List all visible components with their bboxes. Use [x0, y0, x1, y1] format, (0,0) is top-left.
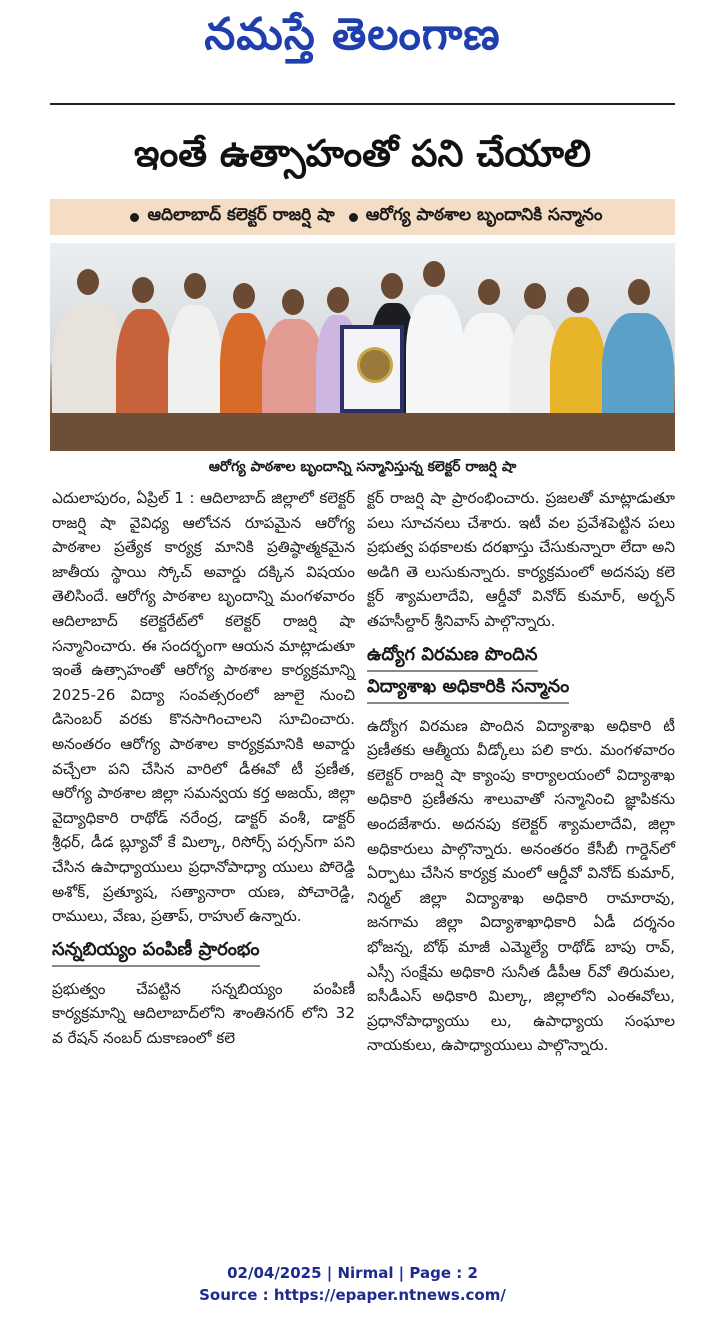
photo-person-head: [381, 273, 403, 299]
section-heading-retirement-line1: ఉద్యోగ విరమణ పొందిన: [367, 640, 538, 672]
article-column-2: [367, 486, 675, 1058]
photo-table: [50, 413, 675, 451]
masthead: [0, 0, 705, 80]
award-plaque: [340, 325, 404, 413]
photo-person-head: [327, 287, 349, 313]
footer-source-link[interactable]: Source : https://epaper.ntnews.com/: [199, 1286, 506, 1304]
photo-person-head: [628, 279, 650, 305]
section-heading-retirement-line2: విద్యాశాఖ అధికారికి సన్మానం: [367, 672, 569, 704]
section-heading-rice: సన్నబియ్యం పంపిణీ ప్రారంభం: [52, 935, 260, 967]
article-photo: [50, 243, 675, 451]
photo-person-head: [423, 261, 445, 287]
photo-person-head: [77, 269, 99, 295]
footer-date-edition: 02/04/2025 | Nirmal | Page : 2: [227, 1264, 478, 1282]
photo-person-head: [524, 283, 546, 309]
article-subhead: [50, 199, 675, 235]
bullet-icon: [130, 213, 139, 222]
subhead-item-2: ఆరోగ్య పాఠశాల బృందానికి సన్మానం: [365, 205, 603, 225]
photo-person-head: [233, 283, 255, 309]
bullet-icon: [349, 213, 358, 222]
photo-person-head: [478, 279, 500, 305]
award-seal-icon: [357, 347, 393, 383]
paragraph-rice-continued: క్టర్ రాజర్షి షా ప్రారంభించారు. ప్రజలతో మాట్లాడుతూ పలు సూచనలు చేశారు. ఇటీ వల ప్రవేశపెట్టిన పలు ప్రభుత్వ పథకాలకు దరఖాస్తు చేసుకున్నారా లేదా అని అడిగి తె లుసుకున్నారు. కార్యక్రమంలో అదనపు కలె క్టర్ శ్యామలాదేవి, ఆర్డీవో వినోద్ కుమార్, అర్బన్ తహసీల్దార్ శ్రీనివాస్ పాల్గొన్నారు.: [367, 489, 675, 630]
article-column-1: [52, 486, 355, 1050]
header-divider: [50, 103, 675, 105]
photo-person-head: [567, 287, 589, 313]
paragraph-rice: ప్రభుత్వం చేపట్టిన సన్నబియ్యం పంపిణీ కార్యక్రమాన్ని ఆదిలాబాద్‌లోని శాంతినగర్ లోని 32 వ రేషన్ నంబర్ దుకాణంలో కలె: [52, 979, 355, 1047]
paragraph-retirement: ఉద్యోగ విరమణ పొందిన విద్యాశాఖ అధికారి టీ ప్రణీతకు ఆత్మీయ వీడ్కోలు పలి కారు. మంగళవారం కలెక్టర్ రాజర్షి షా క్యాంపు కార్యాలయంలో విద్యాశాఖ అధికారి ప్రణీతను శాలువాతో సన్మానించి జ్ఞాపికను అందజేశారు. అదనపు కలెక్టర్ శ్యామలాదేవి, జిల్లా అధికారులు పాల్గొన్నారు. అనంతరం కేసీబీ గార్డెన్‌లో ఏర్పాటు చేసిన కార్యక్ర మంలో ఆర్డీవో వినోద్ కుమార్, నిర్మల్ జిల్లా విద్యాశాఖ అధికారి రామారావు, జనగామ జిల్లా విద్యాశాఖాధికారి ఏడీ దర్శనం భోజన్న, బోథ్ మాజీ ఎమ్మెల్యే రాథోడ్ బాపు రావ్, ఎస్సీ సంక్షేమ అధికారి సునీత డీపీఆ ర్‌వో తిరుమల, ఐసీడీఎస్ అధికారి మిల్కా, జిల్లాలోని ఎంఈవోలు, ప్రధానోపాధ్యాయు లు, ఉపాధ్యాయ సంఘాల నాయకులు, ఉపాధ్యాయులు పాల్గొన్నారు.: [367, 716, 675, 1055]
masthead-logo-text: నమస్తే తెలంగాణ: [204, 9, 501, 60]
photo-person-head: [184, 273, 206, 299]
photo-person-head: [132, 277, 154, 303]
photo-caption: ఆరోగ్య పాఠశాల బృందాన్ని సన్మానిస్తున్న కలెక్టర్ రాజర్షి షా: [208, 458, 517, 475]
subhead-item-1: ఆదిలాబాద్ కలెక్టర్ రాజర్షి షా: [147, 205, 335, 225]
paragraph-award: ఎదులాపురం, ఏప్రిల్ 1 : ఆదిలాబాద్ జిల్లాలో కలెక్టర్ రాజర్షి షా వైవిధ్య ఆలోచన రూపమైన ఆరోగ్య పాఠశాల ప్రత్యేక కార్యక్ర మానికి ప్రతిష్ఠాత్మకమైన జాతీయ స్థాయి స్కోచ్ అవార్డు దక్కిన విషయం తెలిసిందే. ఆరోగ్య పాఠశాల బృందాన్ని మంగళవారం ఆదిలాబాద్ కలెక్టరేట్‌లో కలెక్టర్ రాజర్షి షా సన్మానించారు. ఈ సందర్భంగా ఆయన మాట్లాడుతూ ఇంతే ఉత్సాహంతో ఆరోగ్య పాఠశాల కార్యక్రమాన్ని 2025-26 విద్యా సంవత్సరంలో జూలై నుంచి డిసెంబర్ వరకు కొనసాగించాలని సూచించారు. అనంతరం ఆరోగ్య పాఠశాల కార్యక్రమానికి అవార్డు వచ్చేలా పని చేసిన వారిలో డీఈవో టీ ప్రణీత, ఆరోగ్య పాఠశాల జిల్లా సమన్వయ కర్త అజయ్, జిల్లా వైద్యాధికారి రాథోడ్ నరేంద్ర, డాక్టర్ వంశీ, డాక్టర్ శ్రీధర్, డీడ బ్ల్యూవో కే మిల్కా, రిసోర్స్ పర్సన్‌గా పని చేసిన ఉపాధ్యాయులు ప్రధానోపాధ్యా యులు పోరెడ్డి అశోక్, ప్రత్యూష, సత్యానారా యణ, పోచారెడ్డి, రాములు, వేణు, ప్రతాప్, రాహుల్ ఉన్నారు.: [52, 489, 355, 926]
article-headline: ఇంతే ఉత్సాహంతో పని చేయాలి: [133, 130, 592, 175]
page-footer: [0, 1262, 705, 1306]
photo-person-head: [282, 289, 304, 315]
